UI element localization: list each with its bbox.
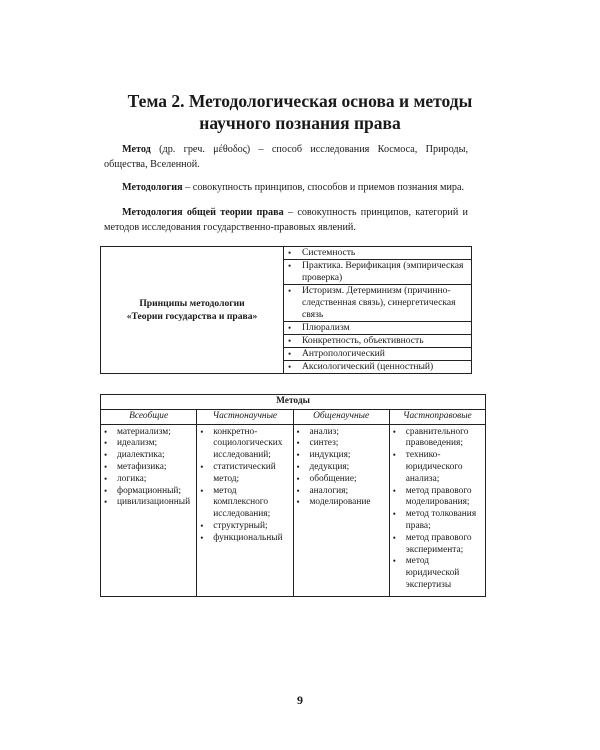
method-text: метод комплексного исследования;	[213, 485, 271, 520]
bullet-icon: •	[296, 497, 300, 508]
methods-column-header: Всеобщие	[101, 409, 197, 424]
method-item	[393, 556, 483, 591]
method-item	[297, 474, 387, 486]
principle-row	[101, 247, 472, 260]
methods-column-cell	[101, 424, 197, 596]
methods-column-header: Общенаучные	[293, 409, 389, 424]
term: Метод	[122, 144, 151, 155]
principle-text: Практика. Верификация (эмпирическая проверка)	[302, 260, 464, 283]
method-item	[200, 533, 290, 545]
definition-method	[104, 143, 468, 172]
method-item	[104, 462, 194, 474]
method-text: материализм;	[117, 426, 171, 437]
methods-column-header: Частноправовые	[389, 409, 485, 424]
bullet-item	[288, 361, 468, 373]
bullet-item	[288, 285, 468, 321]
bullet-icon: •	[288, 362, 292, 372]
method-item	[104, 474, 194, 486]
bullet-icon: •	[200, 520, 204, 531]
bullet-icon: •	[288, 248, 292, 258]
method-item	[104, 486, 194, 498]
definition-methodology	[104, 181, 468, 196]
bullet-icon: •	[392, 532, 396, 543]
method-text: моделирование	[309, 497, 371, 508]
bullet-icon: •	[288, 336, 292, 346]
method-item	[297, 497, 387, 509]
title-line-1: Тема 2. Методологическая основа и методы	[127, 91, 473, 111]
principles-heading-line-2: «Теории государства и права»	[126, 311, 258, 322]
bullet-icon: •	[104, 426, 108, 437]
principle-item	[284, 285, 472, 322]
method-text: диалектика;	[117, 450, 165, 461]
bullet-icon: •	[296, 485, 300, 496]
bullet-icon: •	[296, 450, 300, 461]
method-item	[104, 438, 194, 450]
method-item	[297, 486, 387, 498]
method-text: функциональный	[213, 532, 283, 543]
bullet-icon: •	[200, 485, 204, 496]
methods-column-cell	[197, 424, 293, 596]
method-item	[393, 427, 483, 451]
method-text: индукция;	[309, 450, 351, 461]
term: Методология	[122, 182, 183, 193]
principle-text: Аксиологический (ценностный)	[302, 361, 434, 372]
bullet-icon: •	[200, 532, 204, 543]
bullet-item	[288, 322, 468, 334]
bullet-icon: •	[104, 450, 108, 461]
bullet-icon: •	[392, 556, 396, 567]
method-text: синтез;	[309, 438, 339, 449]
principle-item	[284, 247, 472, 260]
principle-item	[284, 348, 472, 361]
bullet-icon: •	[104, 497, 108, 508]
method-item	[200, 486, 290, 521]
bullet-icon: •	[288, 286, 292, 296]
title-line-2: научного познания права	[199, 113, 401, 133]
bullet-icon: •	[104, 473, 108, 484]
method-text: метафизика;	[117, 461, 167, 472]
principle-item	[284, 335, 472, 348]
definition-text: – совокупность принципов, категорий и методов исследования государственно-правовых явлений.	[104, 207, 468, 233]
method-item	[200, 427, 290, 462]
bullet-icon: •	[104, 485, 108, 496]
method-text: метод юридической экспертизы	[405, 556, 460, 590]
method-item	[297, 462, 387, 474]
bullet-icon: •	[288, 261, 292, 271]
bullet-icon: •	[392, 485, 396, 496]
method-item	[393, 486, 483, 510]
method-text: анализ;	[309, 426, 339, 437]
bullet-icon: •	[104, 461, 108, 472]
method-item	[104, 427, 194, 439]
principle-text: Антропологический	[302, 348, 385, 359]
methods-table	[100, 394, 486, 597]
method-text: конкретно-социологических исследований;	[213, 426, 283, 461]
methods-column-cell	[389, 424, 485, 596]
method-item	[297, 438, 387, 450]
method-text: метод правового эксперимента;	[405, 532, 472, 555]
bullet-icon: •	[296, 426, 300, 437]
method-text: сравнительного правоведения;	[405, 426, 469, 449]
bullet-icon: •	[200, 426, 204, 437]
method-item	[104, 497, 194, 509]
method-item	[297, 450, 387, 462]
bullet-icon: •	[296, 473, 300, 484]
bullet-icon: •	[296, 461, 300, 472]
page-title	[100, 90, 500, 134]
method-text: формационный;	[117, 485, 182, 496]
methods-column-cell	[293, 424, 389, 596]
page-number: 9	[297, 693, 303, 707]
principle-item	[284, 322, 472, 335]
method-item	[200, 462, 290, 486]
bullet-icon: •	[296, 438, 300, 449]
principle-item	[284, 260, 472, 285]
method-text: логика;	[117, 473, 147, 484]
method-item	[104, 450, 194, 462]
principles-table	[100, 246, 472, 374]
method-text: статистический метод;	[213, 461, 276, 484]
method-item	[393, 509, 483, 533]
bullet-icon: •	[392, 426, 396, 437]
method-item	[297, 427, 387, 439]
method-text: дедукция;	[309, 461, 350, 472]
method-text: идеализм;	[117, 438, 158, 449]
definition-text: – совокупность принципов, способов и приемов познания мира.	[182, 182, 465, 193]
bullet-item	[288, 260, 468, 284]
bullet-item	[288, 348, 468, 360]
method-text: технико-юридического анализа;	[405, 450, 463, 484]
definition-methodology-theory	[104, 206, 468, 235]
principle-text: Плюрализм	[302, 322, 350, 333]
principle-item	[284, 361, 472, 374]
bullet-item	[288, 335, 468, 347]
method-text: метод толкования права;	[405, 509, 477, 531]
bullet-item	[288, 247, 468, 259]
method-text: структурный;	[213, 520, 268, 531]
principle-text: Историзм. Детерминизм (причинно-следственная связь), синергетическая связь	[302, 285, 456, 320]
methods-column-header: Частнонаучные	[197, 409, 293, 424]
method-item	[393, 450, 483, 485]
method-text: цивилизационный	[117, 497, 191, 508]
bullet-icon: •	[200, 461, 204, 472]
method-text: обобщение;	[309, 473, 357, 484]
methods-header: Методы	[101, 395, 486, 410]
principles-heading-line-1: Принципы методологии	[139, 298, 245, 309]
method-text: аналогия;	[309, 485, 349, 496]
bullet-icon: •	[104, 438, 108, 449]
principle-text: Конкретность, объективность	[302, 335, 424, 346]
definition-text: (др. греч. μέθοδος) – способ исследования Космоса, Природы, общества, Вселенной.	[104, 144, 468, 170]
term: Методология общей теории права	[122, 207, 284, 218]
bullet-icon: •	[288, 349, 292, 359]
principle-text: Системность	[302, 247, 356, 258]
bullet-icon: •	[392, 509, 396, 520]
method-item	[200, 521, 290, 533]
bullet-icon: •	[288, 323, 292, 333]
method-text: метод правового моделирования;	[405, 485, 472, 508]
method-item	[393, 533, 483, 557]
bullet-icon: •	[392, 450, 396, 461]
principles-heading	[101, 247, 284, 374]
